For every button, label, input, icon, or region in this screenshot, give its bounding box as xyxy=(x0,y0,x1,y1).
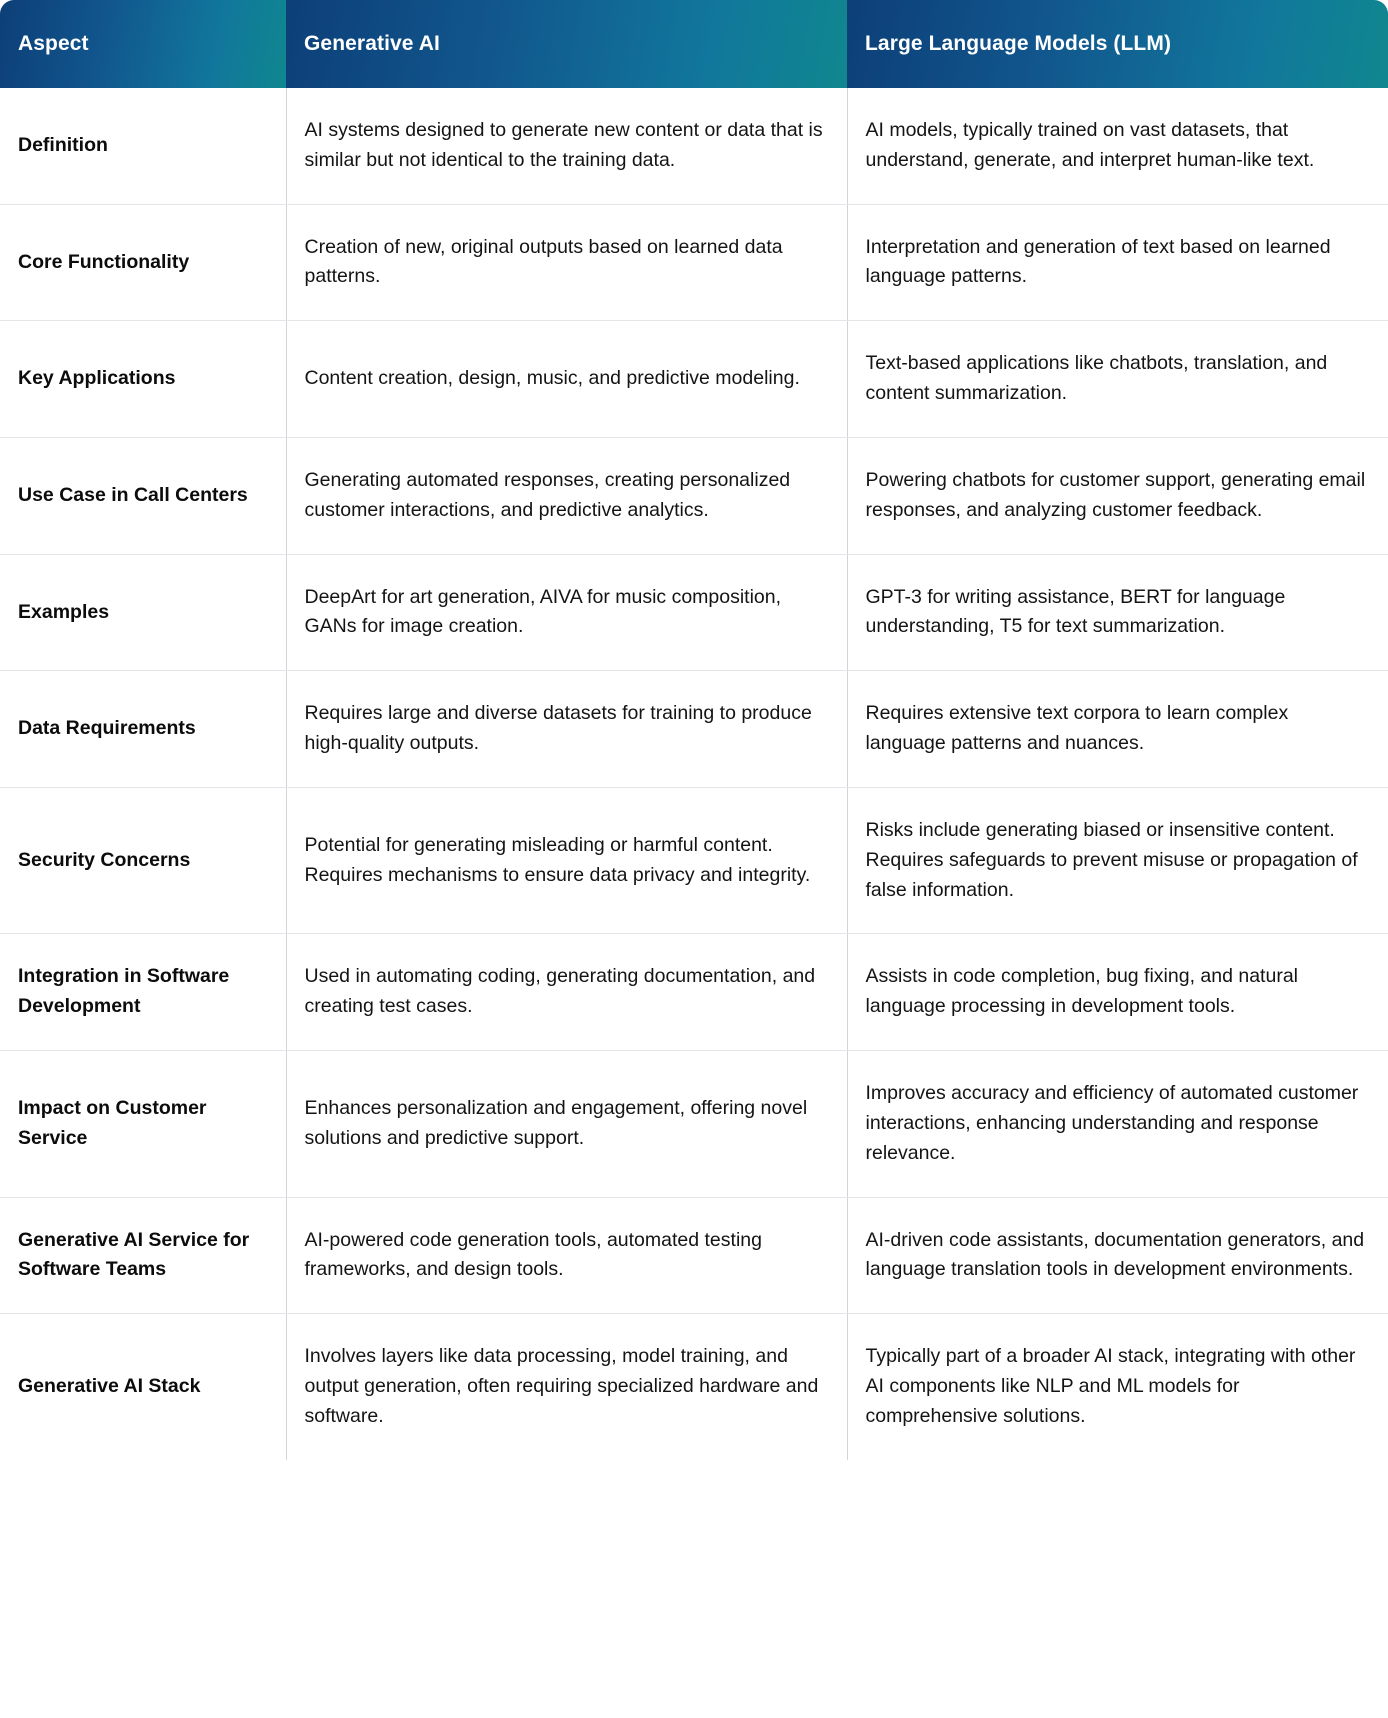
cell-llm: Assists in code completion, bug fixing, and natural language processing in development tools. xyxy=(847,934,1388,1051)
column-header-llm: Large Language Models (LLM) xyxy=(847,0,1388,88)
cell-aspect: Definition xyxy=(0,88,286,204)
table-body xyxy=(0,88,1388,1460)
cell-llm: Text-based applications like chatbots, translation, and content summarization. xyxy=(847,321,1388,438)
table-row xyxy=(0,787,1388,933)
cell-aspect: Use Case in Call Centers xyxy=(0,437,286,554)
cell-aspect: Examples xyxy=(0,554,286,671)
table-row xyxy=(0,1051,1388,1197)
cell-llm: Powering chatbots for customer support, generating email responses, and analyzing customer feedback. xyxy=(847,437,1388,554)
table-row xyxy=(0,1314,1388,1460)
cell-llm: Interpretation and generation of text based on learned language patterns. xyxy=(847,204,1388,321)
cell-generative-ai: Generating automated responses, creating personalized customer interactions, and predictive analytics. xyxy=(286,437,847,554)
cell-generative-ai: AI systems designed to generate new content or data that is similar but not identical to the training data. xyxy=(286,88,847,204)
table-row xyxy=(0,88,1388,204)
cell-generative-ai: Involves layers like data processing, model training, and output generation, often requiring specialized hardware and software. xyxy=(286,1314,847,1460)
table-header-row xyxy=(0,0,1388,88)
cell-llm: Typically part of a broader AI stack, integrating with other AI components like NLP and ML models for comprehensive solutions. xyxy=(847,1314,1388,1460)
cell-aspect: Generative AI Service for Software Teams xyxy=(0,1197,286,1314)
cell-aspect: Generative AI Stack xyxy=(0,1314,286,1460)
cell-generative-ai: AI-powered code generation tools, automated testing frameworks, and design tools. xyxy=(286,1197,847,1314)
cell-llm: Risks include generating biased or insensitive content. Requires safeguards to prevent misuse or propagation of false information. xyxy=(847,787,1388,933)
cell-llm: GPT-3 for writing assistance, BERT for language understanding, T5 for text summarization. xyxy=(847,554,1388,671)
cell-aspect: Security Concerns xyxy=(0,787,286,933)
column-header-generative-ai: Generative AI xyxy=(286,0,847,88)
table-row xyxy=(0,554,1388,671)
table-row xyxy=(0,437,1388,554)
table-row xyxy=(0,671,1388,788)
cell-aspect: Impact on Customer Service xyxy=(0,1051,286,1197)
table-row xyxy=(0,321,1388,438)
table-row xyxy=(0,204,1388,321)
cell-llm: AI-driven code assistants, documentation generators, and language translation tools in development environments. xyxy=(847,1197,1388,1314)
cell-llm: Requires extensive text corpora to learn complex language patterns and nuances. xyxy=(847,671,1388,788)
cell-aspect: Data Requirements xyxy=(0,671,286,788)
cell-generative-ai: Requires large and diverse datasets for training to produce high-quality outputs. xyxy=(286,671,847,788)
cell-aspect: Integration in Software Development xyxy=(0,934,286,1051)
column-header-aspect: Aspect xyxy=(0,0,286,88)
table-row xyxy=(0,934,1388,1051)
cell-aspect: Key Applications xyxy=(0,321,286,438)
cell-llm: Improves accuracy and efficiency of automated customer interactions, enhancing understanding and response relevance. xyxy=(847,1051,1388,1197)
table-header xyxy=(0,0,1388,88)
cell-llm: AI models, typically trained on vast datasets, that understand, generate, and interpret human-like text. xyxy=(847,88,1388,204)
table-row xyxy=(0,1197,1388,1314)
cell-generative-ai: Enhances personalization and engagement, offering novel solutions and predictive support. xyxy=(286,1051,847,1197)
cell-generative-ai: Content creation, design, music, and predictive modeling. xyxy=(286,321,847,438)
cell-aspect: Core Functionality xyxy=(0,204,286,321)
cell-generative-ai: DeepArt for art generation, AIVA for music composition, GANs for image creation. xyxy=(286,554,847,671)
cell-generative-ai: Creation of new, original outputs based on learned data patterns. xyxy=(286,204,847,321)
cell-generative-ai: Potential for generating misleading or harmful content. Requires mechanisms to ensure data privacy and integrity. xyxy=(286,787,847,933)
cell-generative-ai: Used in automating coding, generating documentation, and creating test cases. xyxy=(286,934,847,1051)
